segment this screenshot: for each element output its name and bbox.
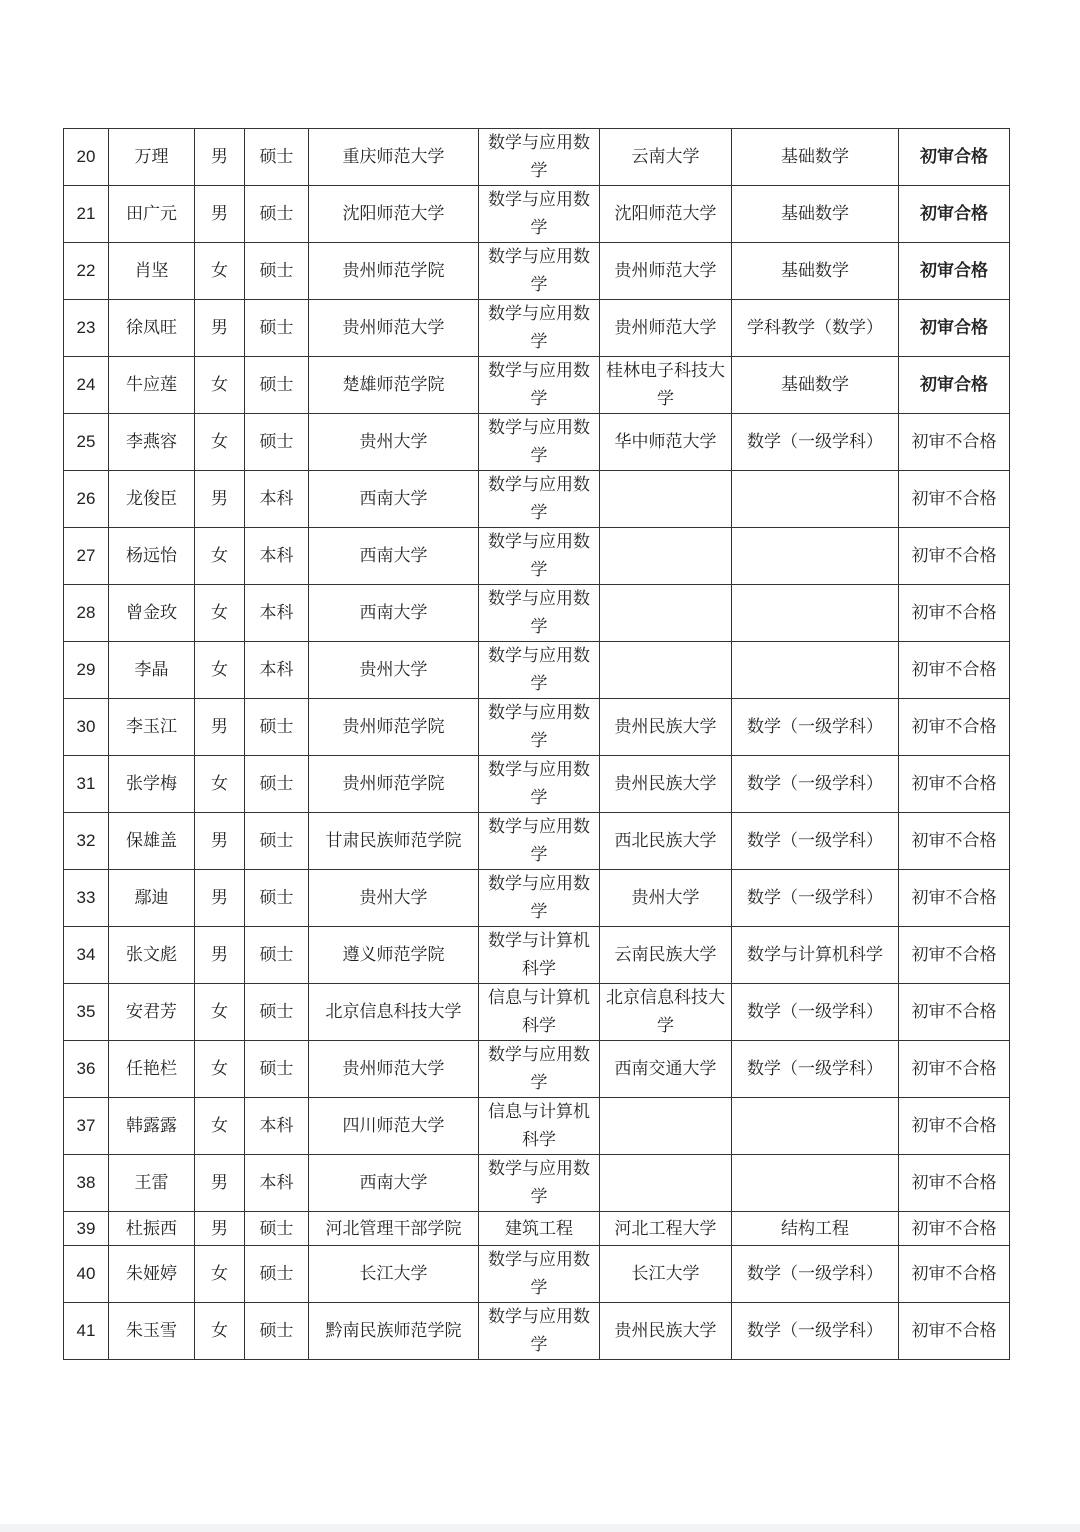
cell-number: 31 <box>64 756 109 813</box>
cell-undergrad-major: 信息与计算机科学 <box>479 984 600 1041</box>
table-row <box>64 1303 1010 1360</box>
cell-number: 40 <box>64 1246 109 1303</box>
cell-gender: 女 <box>195 1098 245 1155</box>
cell-grad-major: 数学（一级学科） <box>732 1246 899 1303</box>
cell-undergrad-school: 贵州大学 <box>309 870 479 927</box>
cell-grad-school: 华中师范大学 <box>600 414 732 471</box>
cell-undergrad-school: 西南大学 <box>309 1155 479 1212</box>
cell-undergrad-major: 数学与应用数学 <box>479 1303 600 1360</box>
cell-undergrad-school: 西南大学 <box>309 471 479 528</box>
cell-name: 张学梅 <box>109 756 195 813</box>
cell-name: 李晶 <box>109 642 195 699</box>
cell-number: 28 <box>64 585 109 642</box>
cell-name: 鄢迪 <box>109 870 195 927</box>
cell-grad-major: 数学与计算机科学 <box>732 927 899 984</box>
cell-undergrad-major: 数学与应用数学 <box>479 186 600 243</box>
cell-name: 龙俊臣 <box>109 471 195 528</box>
page-bottom-band <box>0 1524 1080 1532</box>
cell-undergrad-major: 数学与应用数学 <box>479 1246 600 1303</box>
cell-degree: 硕士 <box>245 813 309 870</box>
cell-degree: 本科 <box>245 1098 309 1155</box>
cell-grad-major: 数学（一级学科） <box>732 414 899 471</box>
cell-grad-school: 贵州民族大学 <box>600 699 732 756</box>
cell-degree: 本科 <box>245 1155 309 1212</box>
cell-review-status: 初审不合格 <box>899 1041 1010 1098</box>
cell-degree: 硕士 <box>245 984 309 1041</box>
cell-number: 20 <box>64 129 109 186</box>
cell-undergrad-school: 遵义师范学院 <box>309 927 479 984</box>
cell-degree: 硕士 <box>245 756 309 813</box>
cell-undergrad-school: 西南大学 <box>309 528 479 585</box>
cell-review-status: 初审不合格 <box>899 1098 1010 1155</box>
cell-grad-school: 西北民族大学 <box>600 813 732 870</box>
cell-review-status: 初审合格 <box>899 357 1010 414</box>
cell-grad-major: 基础数学 <box>732 129 899 186</box>
cell-degree: 硕士 <box>245 129 309 186</box>
cell-gender: 女 <box>195 984 245 1041</box>
cell-undergrad-major: 数学与应用数学 <box>479 585 600 642</box>
cell-number: 37 <box>64 1098 109 1155</box>
cell-undergrad-major: 数学与应用数学 <box>479 756 600 813</box>
cell-undergrad-school: 北京信息科技大学 <box>309 984 479 1041</box>
cell-grad-school: 长江大学 <box>600 1246 732 1303</box>
cell-gender: 男 <box>195 300 245 357</box>
cell-degree: 本科 <box>245 471 309 528</box>
cell-gender: 男 <box>195 813 245 870</box>
cell-degree: 本科 <box>245 585 309 642</box>
cell-undergrad-school: 黔南民族师范学院 <box>309 1303 479 1360</box>
cell-number: 25 <box>64 414 109 471</box>
table-row <box>64 1041 1010 1098</box>
cell-grad-school: 北京信息科技大学 <box>600 984 732 1041</box>
cell-grad-school: 桂林电子科技大学 <box>600 357 732 414</box>
cell-degree: 硕士 <box>245 300 309 357</box>
cell-number: 41 <box>64 1303 109 1360</box>
table-row <box>64 984 1010 1041</box>
cell-grad-major <box>732 1155 899 1212</box>
cell-undergrad-school: 贵州师范学院 <box>309 699 479 756</box>
cell-number: 24 <box>64 357 109 414</box>
cell-undergrad-major: 数学与应用数学 <box>479 129 600 186</box>
table-row <box>64 699 1010 756</box>
cell-grad-school: 贵州师范大学 <box>600 243 732 300</box>
cell-number: 23 <box>64 300 109 357</box>
cell-grad-school: 贵州师范大学 <box>600 300 732 357</box>
cell-review-status: 初审合格 <box>899 129 1010 186</box>
cell-grad-major <box>732 1098 899 1155</box>
cell-undergrad-school: 四川师范大学 <box>309 1098 479 1155</box>
cell-grad-major: 数学（一级学科） <box>732 756 899 813</box>
cell-review-status: 初审不合格 <box>899 585 1010 642</box>
cell-grad-major: 数学（一级学科） <box>732 984 899 1041</box>
table-row <box>64 300 1010 357</box>
cell-number: 34 <box>64 927 109 984</box>
cell-gender: 女 <box>195 585 245 642</box>
cell-undergrad-major: 数学与计算机科学 <box>479 927 600 984</box>
cell-degree: 硕士 <box>245 870 309 927</box>
table-row <box>64 186 1010 243</box>
cell-review-status: 初审不合格 <box>899 1212 1010 1246</box>
cell-undergrad-school: 甘肃民族师范学院 <box>309 813 479 870</box>
cell-degree: 硕士 <box>245 243 309 300</box>
cell-degree: 本科 <box>245 528 309 585</box>
cell-undergrad-major: 数学与应用数学 <box>479 642 600 699</box>
cell-gender: 男 <box>195 927 245 984</box>
cell-review-status: 初审不合格 <box>899 756 1010 813</box>
table-row <box>64 1155 1010 1212</box>
cell-undergrad-major: 数学与应用数学 <box>479 414 600 471</box>
cell-name: 韩露露 <box>109 1098 195 1155</box>
cell-review-status: 初审不合格 <box>899 927 1010 984</box>
cell-degree: 本科 <box>245 642 309 699</box>
cell-name: 李玉江 <box>109 699 195 756</box>
cell-degree: 硕士 <box>245 699 309 756</box>
table-row <box>64 129 1010 186</box>
cell-undergrad-school: 贵州师范大学 <box>309 1041 479 1098</box>
cell-grad-school: 西南交通大学 <box>600 1041 732 1098</box>
cell-number: 21 <box>64 186 109 243</box>
cell-undergrad-major: 数学与应用数学 <box>479 471 600 528</box>
cell-gender: 男 <box>195 471 245 528</box>
cell-name: 田广元 <box>109 186 195 243</box>
cell-number: 27 <box>64 528 109 585</box>
cell-undergrad-major: 数学与应用数学 <box>479 243 600 300</box>
cell-gender: 女 <box>195 1246 245 1303</box>
cell-grad-major: 结构工程 <box>732 1212 899 1246</box>
cell-grad-major: 基础数学 <box>732 186 899 243</box>
cell-review-status: 初审合格 <box>899 300 1010 357</box>
cell-name: 徐凤旺 <box>109 300 195 357</box>
cell-undergrad-school: 西南大学 <box>309 585 479 642</box>
cell-review-status: 初审不合格 <box>899 528 1010 585</box>
cell-undergrad-major: 数学与应用数学 <box>479 1041 600 1098</box>
cell-grad-major: 学科教学（数学） <box>732 300 899 357</box>
cell-grad-major <box>732 585 899 642</box>
cell-name: 朱娅婷 <box>109 1246 195 1303</box>
cell-review-status: 初审合格 <box>899 186 1010 243</box>
cell-gender: 男 <box>195 699 245 756</box>
cell-number: 36 <box>64 1041 109 1098</box>
cell-review-status: 初审不合格 <box>899 984 1010 1041</box>
cell-undergrad-major: 数学与应用数学 <box>479 528 600 585</box>
cell-degree: 硕士 <box>245 357 309 414</box>
table-row <box>64 927 1010 984</box>
cell-grad-major: 数学（一级学科） <box>732 1303 899 1360</box>
cell-review-status: 初审不合格 <box>899 1303 1010 1360</box>
cell-degree: 硕士 <box>245 1246 309 1303</box>
cell-grad-school: 贵州大学 <box>600 870 732 927</box>
cell-undergrad-school: 重庆师范大学 <box>309 129 479 186</box>
cell-grad-school <box>600 585 732 642</box>
cell-grad-school: 云南民族大学 <box>600 927 732 984</box>
cell-grad-school <box>600 528 732 585</box>
cell-name: 杨远怡 <box>109 528 195 585</box>
cell-number: 33 <box>64 870 109 927</box>
cell-undergrad-school: 贵州大学 <box>309 642 479 699</box>
cell-grad-school <box>600 642 732 699</box>
cell-undergrad-major: 建筑工程 <box>479 1212 600 1246</box>
cell-name: 牛应莲 <box>109 357 195 414</box>
cell-undergrad-major: 数学与应用数学 <box>479 813 600 870</box>
cell-number: 26 <box>64 471 109 528</box>
cell-grad-school: 贵州民族大学 <box>600 1303 732 1360</box>
cell-grad-major: 数学（一级学科） <box>732 870 899 927</box>
table-row <box>64 642 1010 699</box>
cell-gender: 男 <box>195 870 245 927</box>
cell-name: 万理 <box>109 129 195 186</box>
cell-grad-major: 基础数学 <box>732 357 899 414</box>
cell-review-status: 初审不合格 <box>899 642 1010 699</box>
cell-number: 32 <box>64 813 109 870</box>
table-body <box>64 129 1010 1360</box>
cell-gender: 女 <box>195 642 245 699</box>
cell-grad-school: 云南大学 <box>600 129 732 186</box>
table-row <box>64 414 1010 471</box>
cell-name: 肖坚 <box>109 243 195 300</box>
cell-gender: 男 <box>195 1212 245 1246</box>
cell-undergrad-school: 贵州师范学院 <box>309 756 479 813</box>
cell-degree: 硕士 <box>245 1303 309 1360</box>
cell-name: 张文彪 <box>109 927 195 984</box>
cell-name: 任艳栏 <box>109 1041 195 1098</box>
cell-grad-major <box>732 471 899 528</box>
cell-undergrad-school: 沈阳师范大学 <box>309 186 479 243</box>
cell-grad-school: 贵州民族大学 <box>600 756 732 813</box>
cell-grad-major: 数学（一级学科） <box>732 699 899 756</box>
cell-name: 朱玉雪 <box>109 1303 195 1360</box>
cell-review-status: 初审不合格 <box>899 1155 1010 1212</box>
cell-gender: 女 <box>195 243 245 300</box>
cell-degree: 硕士 <box>245 414 309 471</box>
cell-gender: 男 <box>195 1155 245 1212</box>
cell-grad-major: 数学（一级学科） <box>732 813 899 870</box>
cell-grad-major <box>732 642 899 699</box>
cell-grad-major: 基础数学 <box>732 243 899 300</box>
cell-grad-major <box>732 528 899 585</box>
cell-gender: 女 <box>195 528 245 585</box>
cell-gender: 女 <box>195 414 245 471</box>
table-row <box>64 813 1010 870</box>
cell-gender: 女 <box>195 357 245 414</box>
cell-grad-school <box>600 471 732 528</box>
cell-degree: 硕士 <box>245 1212 309 1246</box>
cell-review-status: 初审不合格 <box>899 813 1010 870</box>
cell-review-status: 初审不合格 <box>899 471 1010 528</box>
cell-undergrad-school: 贵州大学 <box>309 414 479 471</box>
cell-review-status: 初审不合格 <box>899 1246 1010 1303</box>
cell-name: 杜振西 <box>109 1212 195 1246</box>
cell-name: 安君芳 <box>109 984 195 1041</box>
cell-undergrad-major: 信息与计算机科学 <box>479 1098 600 1155</box>
cell-name: 李燕容 <box>109 414 195 471</box>
cell-name: 王雷 <box>109 1155 195 1212</box>
cell-review-status: 初审不合格 <box>899 699 1010 756</box>
cell-grad-school: 沈阳师范大学 <box>600 186 732 243</box>
table-row <box>64 585 1010 642</box>
cell-gender: 女 <box>195 1303 245 1360</box>
cell-gender: 男 <box>195 186 245 243</box>
cell-gender: 女 <box>195 756 245 813</box>
cell-grad-school: 河北工程大学 <box>600 1212 732 1246</box>
cell-number: 35 <box>64 984 109 1041</box>
cell-number: 22 <box>64 243 109 300</box>
cell-number: 39 <box>64 1212 109 1246</box>
table-row <box>64 471 1010 528</box>
table-row <box>64 756 1010 813</box>
cell-undergrad-major: 数学与应用数学 <box>479 357 600 414</box>
table-row <box>64 528 1010 585</box>
cell-gender: 男 <box>195 129 245 186</box>
cell-grad-school <box>600 1155 732 1212</box>
cell-undergrad-major: 数学与应用数学 <box>479 1155 600 1212</box>
cell-undergrad-school: 贵州师范大学 <box>309 300 479 357</box>
cell-name: 保雄盖 <box>109 813 195 870</box>
table-row <box>64 357 1010 414</box>
cell-review-status: 初审合格 <box>899 243 1010 300</box>
cell-undergrad-major: 数学与应用数学 <box>479 300 600 357</box>
cell-undergrad-major: 数学与应用数学 <box>479 870 600 927</box>
cell-degree: 硕士 <box>245 927 309 984</box>
cell-undergrad-school: 长江大学 <box>309 1246 479 1303</box>
table-row <box>64 870 1010 927</box>
cell-undergrad-school: 河北管理干部学院 <box>309 1212 479 1246</box>
cell-grad-school <box>600 1098 732 1155</box>
cell-undergrad-school: 贵州师范学院 <box>309 243 479 300</box>
table-row <box>64 243 1010 300</box>
cell-grad-major: 数学（一级学科） <box>732 1041 899 1098</box>
cell-degree: 硕士 <box>245 186 309 243</box>
cell-undergrad-major: 数学与应用数学 <box>479 699 600 756</box>
cell-undergrad-school: 楚雄师范学院 <box>309 357 479 414</box>
cell-number: 30 <box>64 699 109 756</box>
table-row <box>64 1212 1010 1246</box>
cell-review-status: 初审不合格 <box>899 414 1010 471</box>
cell-review-status: 初审不合格 <box>899 870 1010 927</box>
cell-name: 曾金玫 <box>109 585 195 642</box>
applicant-review-table <box>63 128 1010 1360</box>
cell-degree: 硕士 <box>245 1041 309 1098</box>
cell-gender: 女 <box>195 1041 245 1098</box>
table-row <box>64 1098 1010 1155</box>
table-row <box>64 1246 1010 1303</box>
cell-number: 29 <box>64 642 109 699</box>
cell-number: 38 <box>64 1155 109 1212</box>
